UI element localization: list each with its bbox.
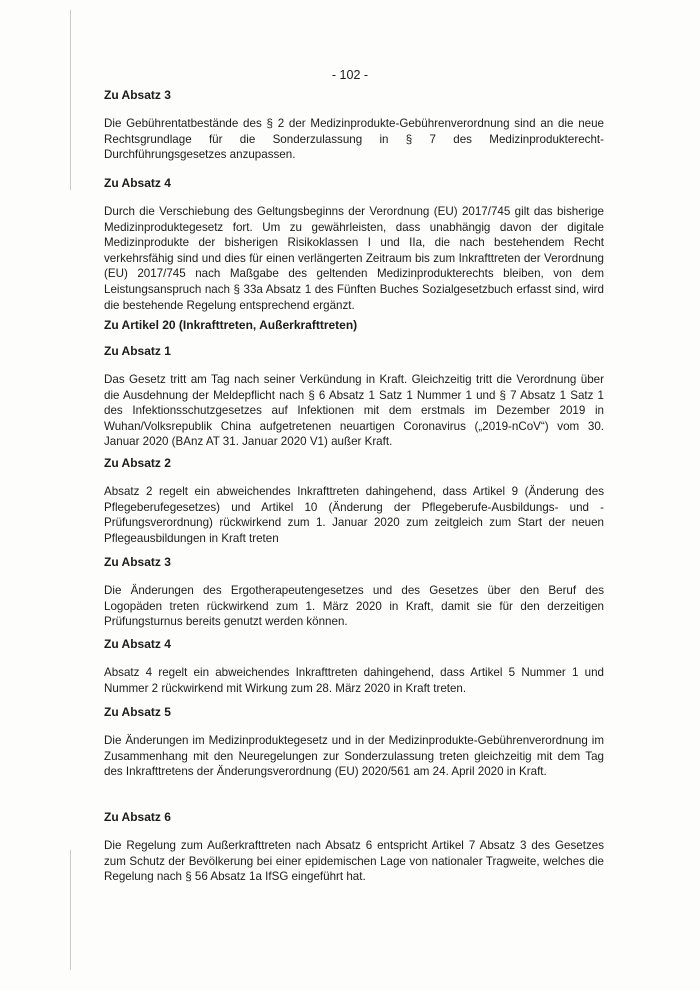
- section-text: Die Gebührentatbestände des § 2 der Medizinprodukte-Gebührenverordnung sind an die neue Rechtsgrundlage für die Sonderzulassung in § 7 des Medizinprodukterecht-Durchführungsgesetzes anzupassen.: [104, 117, 604, 162]
- page-number: - 102 -: [331, 68, 369, 82]
- section-text: Absatz 2 regelt ein abweichendes Inkrafttreten dahingehend, dass Artikel 9 (Änderung des Pflegeberufegesetzes) und Artikel 10 (Änderung der Pflegeberufe-Ausbildungs- und -Prüfungsverordnung) rückwirkend zum 1. Januar 2020 zum zeitgleich zum Start der neuen Pflegeausbildungen in Kraft treten: [104, 485, 604, 545]
- section-heading: Zu Absatz 4: [104, 637, 171, 651]
- section-artikel-20: [104, 318, 604, 333]
- section-absatz-4b: [104, 637, 604, 696]
- section-heading: Zu Absatz 3: [104, 555, 171, 569]
- section-heading: Zu Absatz 1: [104, 344, 171, 358]
- scan-edge-mark: [70, 850, 71, 970]
- section-text: Durch die Verschiebung des Geltungsbeginns der Verordnung (EU) 2017/745 gilt das bisherige Medizinproduktegesetz fort. Um zu gewährleisten, dass unabhängig davon der digitale Medizinprodukte der bisherigen Risikoklassen I und IIa, die nach bestehendem Recht verkehrsfähig sind und dies für einen verlängerten Zeitraum bis zum Inkrafttreten der Verordnung (EU) 2017/745 nach Maßgabe des geltenden Medizinprodukterechts bleiben, von dem Leistungsanspruch nach § 33a Absatz 1 des Fünften Buches Sozialgesetzbuch erfasst sind, wird die bestehende Regelung entsprechend ergänzt.: [104, 205, 604, 312]
- section-absatz-4: [104, 176, 604, 313]
- section-absatz-1: [104, 344, 604, 450]
- section-text: Die Änderungen im Medizinproduktegesetz und in der Medizinprodukte-Gebührenverordnung im Zusammenhang mit den Neuregelungen zur Sonderzulassung treten gleichzeitig mit dem Tag des Inkrafttretens der Änderungsverordnung (EU) 2020/561 am 24. April 2020 in Kraft.: [104, 734, 604, 779]
- scan-edge-mark: [70, 10, 71, 190]
- section-absatz-6: [104, 810, 604, 885]
- section-text: Das Gesetz tritt am Tag nach seiner Verkündung in Kraft. Gleichzeitig tritt die Verordnung über die Ausdehnung der Meldepflicht nach § 6 Absatz 1 Satz 1 Nummer 1 und § 7 Absatz 1 Satz 1 des Infektionsschutzgesetzes auf Infektionen mit dem erstmals im Dezember 2019 in Wuhan/Volksrepublik China aufgetretenen neuartigen Coronavirus („2019-nCoV“) vom 30. Januar 2020 (BAnz AT 31. Januar 2020 V1) außer Kraft.: [104, 373, 604, 449]
- section-heading: Zu Absatz 4: [104, 176, 171, 190]
- section-heading: Zu Absatz 3: [104, 88, 171, 102]
- section-absatz-5: [104, 705, 604, 780]
- section-absatz-3: [104, 88, 604, 163]
- section-heading: Zu Absatz 6: [104, 810, 171, 824]
- section-heading: Zu Absatz 2: [104, 456, 171, 470]
- section-heading: Zu Absatz 5: [104, 705, 171, 719]
- section-text: Die Änderungen des Ergotherapeutengesetzes und des Gesetzes über den Beruf des Logopäden treten rückwirkend zum 1. März 2020 in Kraft, damit sie für den derzeitigen Prüfungsturnus bereits genutzt werden können.: [104, 584, 604, 629]
- section-heading: Zu Artikel 20 (Inkrafttreten, Außerkrafttreten): [104, 318, 358, 332]
- section-absatz-2: [104, 456, 604, 546]
- section-text: Die Regelung zum Außerkrafttreten nach Absatz 6 entspricht Artikel 7 Absatz 3 des Gesetzes zum Schutz der Bevölkerung bei einer epidemischen Lage von nationaler Tragweite, welches die Regelung nach § 56 Absatz 1a IfSG eingeführt hat.: [104, 839, 604, 884]
- section-absatz-3b: [104, 555, 604, 630]
- section-text: Absatz 4 regelt ein abweichendes Inkrafttreten dahingehend, dass Artikel 5 Nummer 1 und Nummer 2 rückwirkend mit Wirkung zum 28. März 2020 in Kraft treten.: [104, 666, 604, 695]
